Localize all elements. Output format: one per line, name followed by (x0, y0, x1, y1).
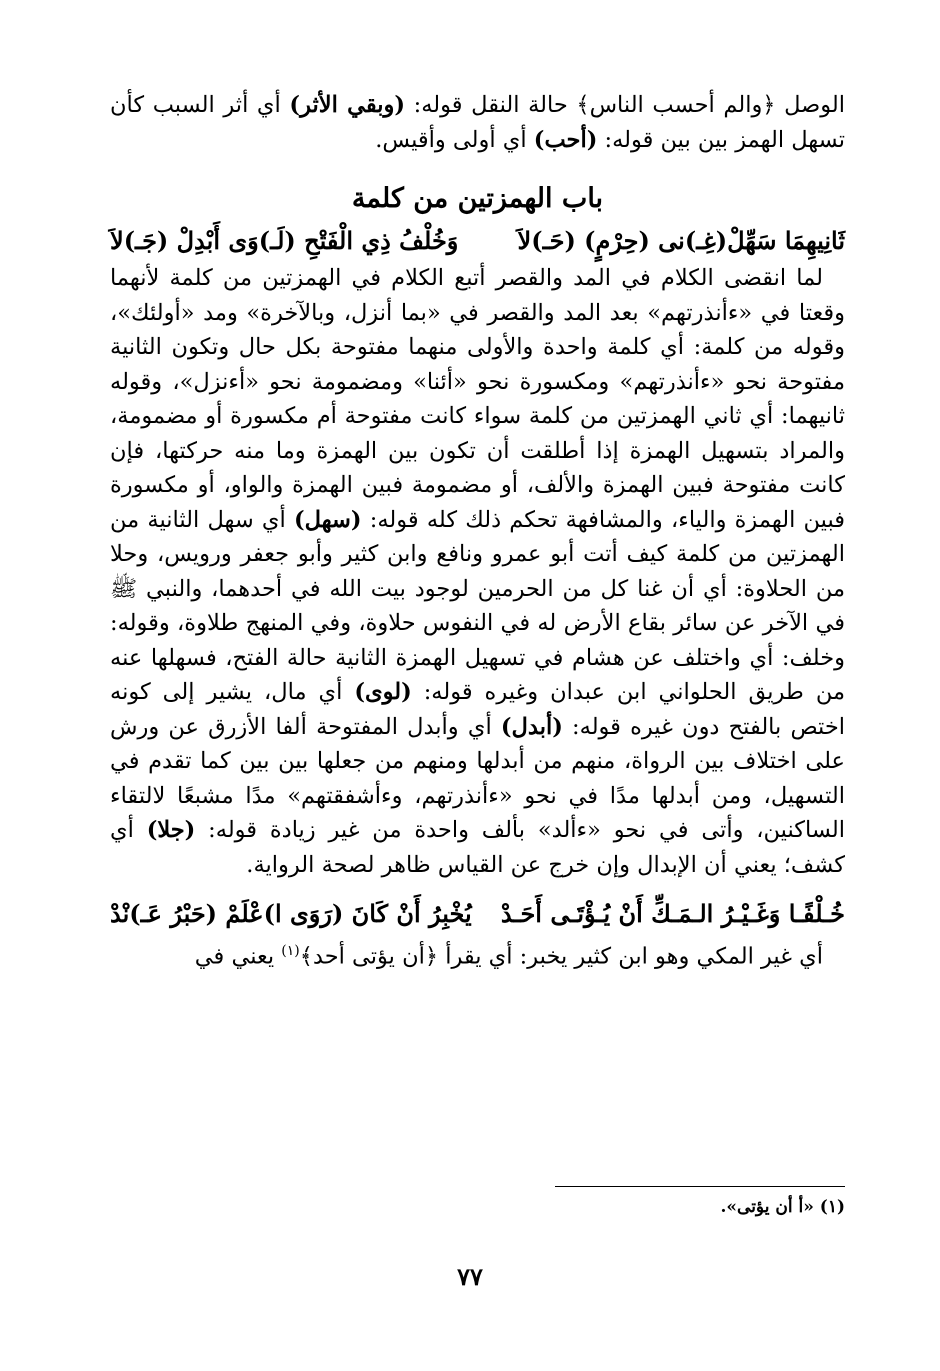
final-text: أي غير المكي وهو ابن كثير يخبر: أي يقرأ ﴿أن يؤتى أحد﴾ (299, 943, 823, 970)
verse-line-2 (110, 894, 845, 934)
footnote-reference[interactable]: (١) (281, 943, 300, 959)
intro-text: أي أثر السبب كأن تسهل الهمز بين بين قوله: (110, 92, 845, 153)
final-text: يعني في (194, 943, 282, 970)
footnote (555, 1192, 845, 1222)
commentary-text: لما انقضى الكلام في المد والقصر أتبع الكلام في الهمزتين من كلمة لأنهما وقعتا في «ءأنذرتهم» بعد المد والقصر في «بما أنزل، وبالآخرة» ومد «أولئك»، وقوله من كلمة: أي كلمة واحدة والأولى منهما مفتوحة بكل حال وتكون الثانية مفتوحة نحو «ءأنذرتهم» ومكسورة نحو «أئنا» ومضمومة نحو «أءنزل»، وقوله ثانيهما: أي ثاني الهمزتين من كلمة سواء كانت مفتوحة أم مكسورة أو مضمومة، والمراد بتسهيل الهمزة إذا أطلقت أن تكون بين الهمزة وما منه حركتها، فإن كانت مفتوحة فبين الهمزة والألف، أو مضمومة فبين الهمزة والواو، أو مكسورة فبين الهمزة والياء، والمشافهة تحكم ذلك كله قوله: (110, 265, 845, 533)
commentary-keyword: (أبدل) (500, 713, 563, 740)
intro-paragraph (110, 88, 845, 157)
commentary-keyword: (سهل) (293, 506, 362, 533)
commentary-text: أي مال، يشير إلى كونه اختص بالفتح دون غيره قوله: (110, 679, 845, 740)
commentary-keyword: (لوى) (354, 679, 412, 705)
commentary-text: أي كشف؛ يعني أن الإبدال وإن خرج عن القياس ظاهر لصحة الرواية. (110, 817, 845, 878)
footnote-text: «أ أن يؤتى». (720, 1197, 814, 1217)
footnote-separator (555, 1186, 845, 1187)
page-body (110, 88, 845, 974)
intro-text: الوصل ﴿والم أحسب الناس﴾ حالة النقل قوله: (405, 92, 845, 118)
commentary-keyword: (جلا) (146, 817, 196, 843)
commentary-text: أي سهل الثانية من الهمزتين من كلمة كيف أتت أبو عمرو ونافع وابن كثير وأبو جعفر ورويس، وحلا من الحلاوة: أي أن غنا كل من الحرمين لوجود بيت الله في أحدهما، والنبي ﷺ في الآخر عن سائر بقاع الأرض له في النفوس حلاوة، وفي المنهج طلاوة، وقوله: وخلف: أي واختلف عن هشام في تسهيل الهمزة الثانية حالة الفتح، فسهلها عنه من طريق الحلواني ابن عبدان وغيره قوله: (110, 506, 845, 705)
intro-text: أي أولى وأقيس. (375, 126, 534, 153)
verse-2-second-hemistich: يُخْبِرُ أَنْ كَانَ (رَوَى ا)عْلَمْ (حَبْرُ عَـ)نْدْ (110, 899, 472, 928)
verse-1-second-hemistich: وَخُلْفُ ذِي الْفَتْحِ (لَـ)وَى أَبْدِلْ (جَـ)لاَ (110, 226, 459, 255)
chapter-heading: باب الهمزتين من كلمة (351, 183, 604, 214)
verse-line-1 (110, 221, 845, 261)
verse-1-first-hemistich: ثَانِيهِمَا سَهِّلْ(غِـ)نى (حِرْمٍ) (حَـ)لاَ (517, 226, 845, 255)
commentary-text: أي وأبدل المفتوحة ألفا الأزرق عن ورش على اختلاف بين الرواة، منهم من أبدلها ومنهم من جعلها بين بين كما تقدم في التسهيل، ومن أبدلها مدًا في نحو «ءأنذرتهم، وءأشفقتهم» مدًا مشبعًا لالتقاء الساكنين، وأتى في نحو «ءألد» بألف واحدة من غير زيادة قوله: (110, 713, 845, 843)
intro-keyword-1: (وبقي الأثر) (289, 92, 406, 118)
page-number: ٧٧ (457, 1262, 483, 1291)
verse-2-first-hemistich: خُـلْفًـا وَغَـيْـرُ الـمَـكِّ أَنْ يُـؤْتَـى أَحَـدْ (500, 899, 845, 928)
commentary-paragraph (110, 261, 845, 882)
footnote-number: (١) (819, 1197, 845, 1217)
intro-keyword-2: (أحب) (533, 126, 598, 153)
final-paragraph (110, 934, 845, 974)
